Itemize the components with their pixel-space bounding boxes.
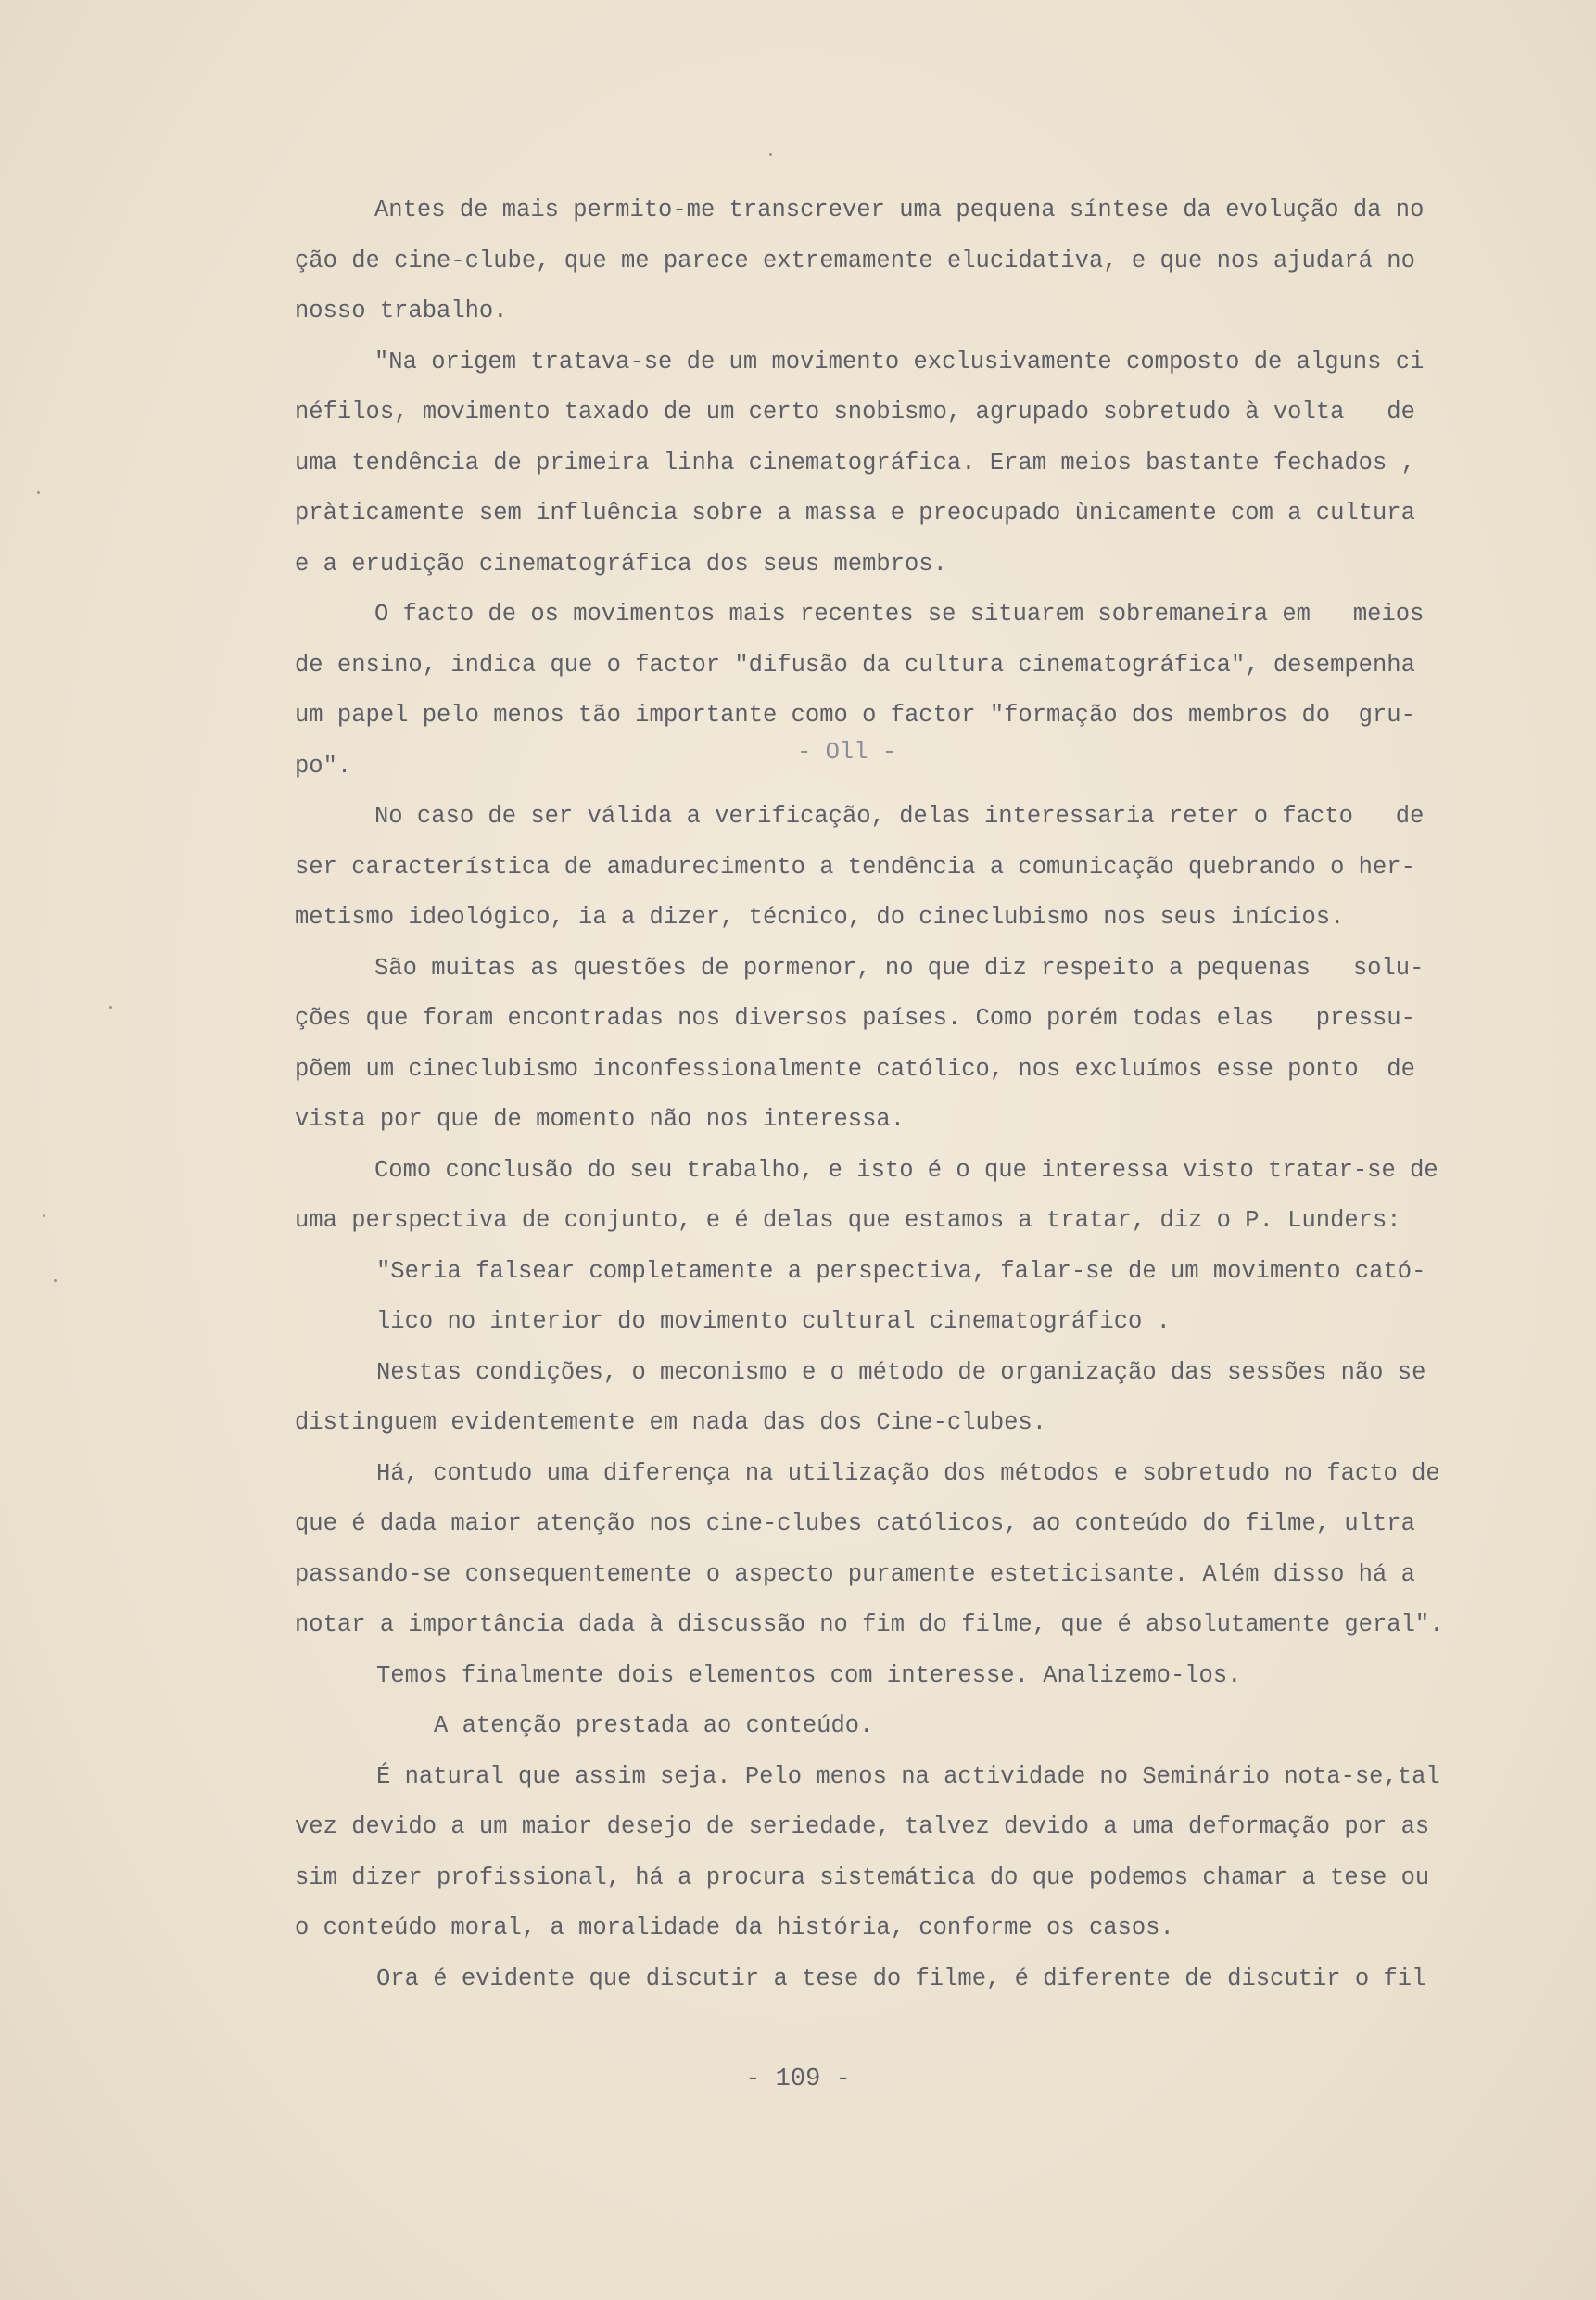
text-line: Como conclusão do seu trabalho, e isto é o que interessa visto tratar-se de [374, 1156, 1438, 1184]
text-line: de ensino, indica que o factor "difusão da cultura cinematográfica", desempenha [295, 651, 1415, 679]
text-line: ções que foram encontradas nos diversos países. Como porém todas elas pressu- [295, 1005, 1415, 1032]
paper-speck [43, 1214, 45, 1217]
text-line: Temos finalmente dois elementos com interesse. Analizemo-los. [376, 1661, 1242, 1689]
quote-line: lico no interior do movimento cultural cinematográfico . [376, 1308, 1171, 1335]
section-heading: A atenção prestada ao conteúdo. [434, 1712, 874, 1739]
text-line: uma perspectiva de conjunto, e é delas que estamos a tratar, diz o P. Lunders: [295, 1207, 1401, 1234]
text-line: Há, contudo uma diferença na utilização dos métodos e sobretudo no facto de [376, 1459, 1440, 1487]
text-line: São muitas as questões de pormenor, no que diz respeito a pequenas solu- [374, 954, 1425, 982]
text-line: passando-se consequentemente o aspecto puramente esteticisante. Além disso há a [295, 1560, 1415, 1588]
text-line: No caso de ser válida a verificação, delas interessaria reter o facto de [374, 803, 1425, 830]
text-line: pràticamente sem influência sobre a massa e preocupado ùnicamente com a cultura [295, 500, 1415, 527]
text-line: uma tendência de primeira linha cinematográfica. Eram meios bastante fechados , [295, 449, 1415, 477]
text-line: distinguem evidentemente em nada das dos Cine-clubes. [295, 1409, 1047, 1436]
text-line: O facto de os movimentos mais recentes se situarem sobremaneira em meios [374, 601, 1425, 628]
paper-speck [109, 1006, 112, 1009]
text-line: néfilos, movimento taxado de um certo snobismo, agrupado sobretudo à volta de [295, 399, 1415, 426]
text-line: que é dada maior atenção nos cine-clubes católicos, ao conteúdo do filme, ultra [295, 1510, 1415, 1537]
text-line: Antes de mais permito-me transcrever uma pequena síntese da evolução da no [374, 197, 1425, 223]
text-line: vez devido a um maior desejo de seriedade, talvez devido a uma deformação por as [295, 1813, 1430, 1840]
text-line: e a erudição cinematográfica dos seus membros. [295, 550, 947, 578]
text-line: põem um cineclubismo inconfessionalmente católico, nos excluímos esse ponto de [295, 1055, 1415, 1083]
text-line: É natural que assim seja. Pelo menos na actividade no Seminário nota-se,tal [376, 1762, 1440, 1790]
text-line: nosso trabalho. [295, 298, 508, 324]
quote-line: Nestas condições, o meconismo e o método de organização das sessões não se [376, 1358, 1426, 1386]
text-line: vista por que de momento não nos interessa. [295, 1106, 906, 1133]
quote-line: "Seria falsear completamente a perspectiva, falar-se de um movimento cató- [376, 1257, 1426, 1285]
text-line: metismo ideológico, ia a dizer, técnico, do cineclubismo nos seus inícios. [295, 904, 1345, 931]
text-line: "Na origem tratava-se de um movimento exclusivamente composto de alguns ci [374, 348, 1425, 375]
paper-speck [769, 153, 772, 156]
body-text [295, 185, 1457, 2004]
text-line: o conteúdo moral, a moralidade da história, conforme os casos. [295, 1914, 1174, 1941]
text-line: ser característica de amadurecimento a tendência a comunicação quebrando o her- [295, 853, 1415, 881]
paper-speck [54, 1279, 57, 1282]
text-line: notar a importância dada à discussão no fim do filme, que é absolutamente geral". [295, 1611, 1444, 1638]
text-line: um papel pelo menos tão importante como o factor "formação dos membros do gru- [295, 702, 1415, 729]
stamp-mark: - Oll - [797, 739, 897, 766]
text-line: ção de cine-clube, que me parece extremamente elucidativa, e que nos ajudará no [295, 247, 1415, 274]
text-line: po". [295, 752, 352, 780]
paper-speck [37, 491, 40, 494]
page-number: - 109 - [745, 2065, 851, 2093]
text-line: sim dizer profissional, há a procura sistemática do que podemos chamar a tese ou [295, 1863, 1430, 1891]
text-line: Ora é evidente que discutir a tese do filme, é diferente de discutir o fil [376, 1964, 1426, 1992]
